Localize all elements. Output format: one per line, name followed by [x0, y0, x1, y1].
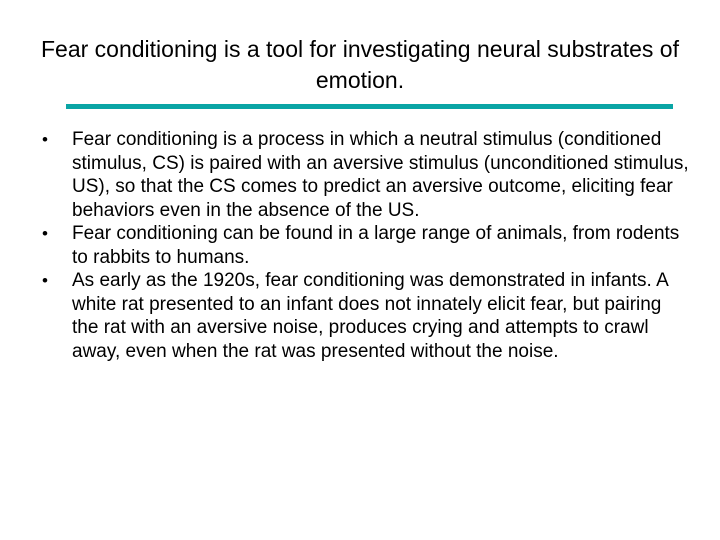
bullet-item — [40, 222, 690, 269]
title-divider — [66, 104, 673, 109]
bullet-dot: • — [42, 130, 48, 149]
bullet-item — [40, 128, 690, 222]
bullet-text: Fear conditioning is a process in which a neutral stimulus (conditioned stimulus, CS) is paired with an aversive stimulus (unconditioned stimulus, US), so that the CS comes to predict an aversive outcome, eliciting fear behaviors even in the absence of the US. — [72, 129, 689, 221]
bullet-text: As early as the 1920s, fear conditioning was demonstrated in infants. A white rat presented to an infant does not innately elicit fear, but pairing the rat with an aversive noise, produces crying and attempts to crawl away, even when the rat was presented without the noise. — [72, 270, 668, 362]
slide-title: Fear conditioning is a tool for investigating neural substrates of emotion. — [41, 36, 679, 93]
bullet-item — [40, 269, 690, 363]
bullet-dot: • — [42, 271, 48, 290]
bullet-list — [40, 128, 690, 363]
bullet-text: Fear conditioning can be found in a large range of animals, from rodents to rabbits to humans. — [72, 223, 680, 268]
bullet-dot: • — [42, 224, 48, 243]
